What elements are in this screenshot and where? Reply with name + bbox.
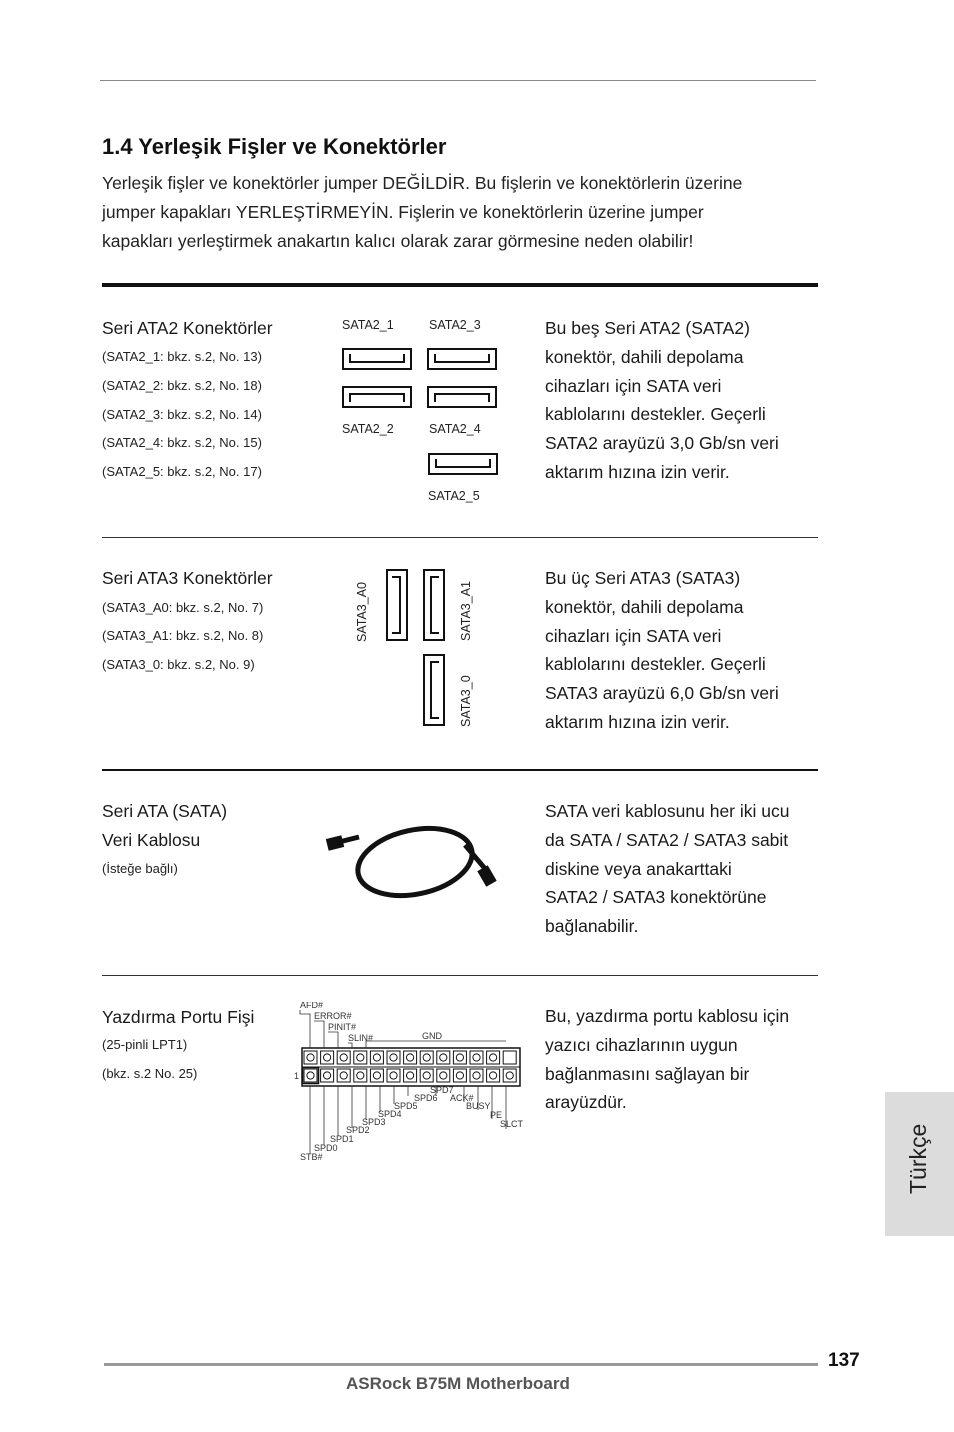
lpt-ref: (bkz. s.2 No. 25) (102, 1066, 198, 1081)
lpt-pin-label: SPD4 (378, 1109, 402, 1119)
intro-line: kapakları yerleştirmek anakartın kalıcı olarak zarar görmesine neden olabilir! (102, 231, 694, 251)
desc-line: SATA2 arayüzü 3,0 Gb/sn veri (545, 433, 779, 454)
lpt-pin-hole (307, 1054, 314, 1061)
desc-line: Bu beş Seri ATA2 (SATA2) (545, 318, 750, 338)
sata3-a0-label: SATA3_A0 (355, 582, 369, 642)
lpt-pin-hole (440, 1072, 447, 1079)
lpt-pin-hole (456, 1072, 463, 1079)
lpt-pin (370, 1069, 383, 1082)
lpt-pin-hole (307, 1072, 314, 1079)
section-title: 1.4 Yerleşik Fişler ve Konektörler (102, 134, 447, 159)
lpt-pin-hole (506, 1072, 513, 1079)
lpt-pin-hole (456, 1054, 463, 1061)
sata2-ref: (SATA2_4: bkz. s.2, No. 15) (102, 435, 262, 450)
sata2-3-label: SATA2_3 (429, 318, 481, 332)
lpt-pin (387, 1051, 400, 1064)
desc-line: arayüzdür. (545, 1092, 627, 1113)
lpt-pin-label: ACK# (450, 1093, 474, 1103)
cable-note: (İsteğe bağlı) (102, 861, 178, 876)
lpt-pin-label: BUSY (466, 1101, 491, 1111)
lpt-pin (503, 1051, 516, 1064)
section-divider (102, 283, 818, 287)
lpt-pin-hole (407, 1072, 414, 1079)
sata2-3-connector (427, 348, 497, 370)
lpt-pin-label: GND (422, 1031, 442, 1041)
lpt-pin-hole (357, 1054, 364, 1061)
footer-product: ASRock B75M Motherboard (346, 1374, 570, 1393)
desc-line: konektör, dahili depolama (545, 346, 744, 367)
sata2-ref: (SATA2_1: bkz. s.2, No. 13) (102, 349, 262, 364)
sata2-2-connector (342, 386, 412, 408)
sata2-ref: (SATA2_5: bkz. s.2, No. 17) (102, 464, 262, 479)
lpt-pin-label: SPD2 (346, 1125, 370, 1135)
desc-line: aktarım hızına izin verir. (545, 461, 730, 482)
desc-line: kablolarını destekler. Geçerli (545, 654, 766, 675)
lpt-pin-hole (423, 1054, 430, 1061)
sata3-description (545, 564, 820, 737)
lpt-pin-hole (490, 1054, 497, 1061)
cable-heading: Seri ATA (SATA) (102, 801, 228, 821)
sata-cable-illustration (325, 815, 505, 905)
lpt-pin-hole (324, 1054, 331, 1061)
lpt-pin-label: SLIN# (348, 1033, 374, 1043)
lpt-pin (503, 1069, 516, 1082)
lpt-pin-hole (473, 1054, 480, 1061)
desc-line: konektör, dahili depolama (545, 596, 744, 617)
sata2-1-label: SATA2_1 (342, 318, 394, 332)
sata2-4-connector (427, 386, 497, 408)
lpt-pin-hole (340, 1072, 347, 1079)
lpt-pin-hole (490, 1072, 497, 1079)
intro-line: jumper kapakları YERLEŞTİRMEYİN. Fişlerin ve konektörlerin üzerine jumper (102, 202, 704, 222)
sata3-ref: (SATA3_A1: bkz. s.2, No. 8) (102, 628, 264, 643)
lpt-pin (387, 1069, 400, 1082)
lpt-pin (304, 1051, 317, 1064)
sata2-description (545, 314, 820, 487)
lpt-pin (321, 1069, 334, 1082)
sata3-a1-connector (423, 569, 445, 641)
lpt-pin-hole (440, 1054, 447, 1061)
lpt-pin-label: STB# (300, 1152, 323, 1162)
lpt-pin-hole (390, 1072, 397, 1079)
section-divider (102, 975, 818, 976)
lpt-pin (337, 1069, 350, 1082)
desc-line: SATA2 / SATA3 konektörüne (545, 887, 767, 908)
sata3-a0-connector (386, 569, 408, 641)
lpt-pin-hole (473, 1072, 480, 1079)
lpt-pin (370, 1051, 383, 1064)
lpt-pin (420, 1069, 433, 1082)
page-number: 137 (828, 1350, 860, 1371)
sata2-2-label: SATA2_2 (342, 422, 394, 436)
sata2-heading: Seri ATA2 Konektörler (102, 318, 273, 338)
desc-line: SATA3 arayüzü 6,0 Gb/sn veri (545, 683, 779, 704)
header-rule (100, 80, 816, 81)
desc-line: bağlanmasını sağlayan bir (545, 1063, 750, 1084)
desc-line: kablolarını destekler. Geçerli (545, 404, 766, 425)
intro-paragraph (102, 169, 822, 256)
sata3-ref: (SATA3_0: bkz. s.2, No. 9) (102, 657, 255, 672)
sata2-ref: (SATA2_2: bkz. s.2, No. 18) (102, 378, 262, 393)
lpt-pin (437, 1051, 450, 1064)
lpt-pin (487, 1069, 500, 1082)
lpt-pin-hole (423, 1072, 430, 1079)
lpt-pin-label: SLCT (500, 1119, 524, 1129)
language-side-tab (885, 1092, 954, 1236)
sata3-0-connector (423, 654, 445, 726)
sata3-ref: (SATA3_A0: bkz. s.2, No. 7) (102, 600, 264, 615)
sata2-5-label: SATA2_5 (428, 489, 480, 503)
lpt-pin-label: SPD7 (430, 1085, 454, 1095)
sata3-0-label: SATA3_0 (459, 675, 473, 727)
lpt-pin-label: SPD5 (394, 1101, 418, 1111)
lpt-pin (437, 1069, 450, 1082)
lpt-pin-label: AFD# (300, 1002, 324, 1010)
desc-line: Bu, yazdırma portu kablosu için (545, 1006, 790, 1026)
lpt-pin-label: PINIT# (328, 1022, 357, 1032)
lpt-pin-hole (324, 1072, 331, 1079)
lpt-pin (487, 1051, 500, 1064)
desc-line: aktarım hızına izin verir. (545, 711, 730, 732)
footer-rule (104, 1363, 818, 1366)
lpt-pin-hole (390, 1054, 397, 1061)
section-divider (102, 537, 818, 538)
lpt-pin-label: ERROR# (314, 1011, 352, 1021)
lpt-pin1-marker (303, 1068, 319, 1084)
lpt-pin (470, 1051, 483, 1064)
sata2-ref: (SATA2_3: bkz. s.2, No. 14) (102, 407, 262, 422)
desc-line: cihazları için SATA veri (545, 625, 722, 646)
desc-line: Bu üç Seri ATA3 (SATA3) (545, 568, 741, 588)
lpt-description (545, 1002, 820, 1117)
sata2-1-connector (342, 348, 412, 370)
sata2-4-label: SATA2_4 (429, 422, 481, 436)
lpt-pin-label: SPD1 (330, 1134, 354, 1144)
sata3-a1-label: SATA3_A1 (459, 581, 473, 641)
lpt-pin (453, 1069, 466, 1082)
lpt-pin-hole (407, 1054, 414, 1061)
lpt-pin-label: SPD3 (362, 1117, 386, 1127)
desc-line: da SATA / SATA2 / SATA3 sabit (545, 829, 789, 850)
lpt-pin (420, 1051, 433, 1064)
sata3-heading: Seri ATA3 Konektörler (102, 568, 273, 588)
cable-description (545, 797, 820, 941)
lpt-pin-label: PE (490, 1110, 503, 1120)
lpt-pin (354, 1051, 367, 1064)
intro-line: Yerleşik fişler ve konektörler jumper DEĞİLDİR. Bu fişlerin ve konektörlerin üzerine (102, 173, 743, 193)
lpt-pin (404, 1069, 417, 1082)
sata2-5-connector (428, 453, 498, 475)
desc-line: bağlanabilir. (545, 916, 639, 937)
lpt-pin-hole (357, 1072, 364, 1079)
lpt-pin (453, 1051, 466, 1064)
lpt-pin (304, 1069, 317, 1082)
lpt-pin (470, 1069, 483, 1082)
section-divider (102, 769, 818, 771)
lpt-pin (404, 1051, 417, 1064)
desc-line: SATA veri kablosunu her iki ucu (545, 801, 790, 821)
lpt-pin-label: 1 (294, 1071, 300, 1081)
lpt-pin-hole (373, 1054, 380, 1061)
lpt-pin-label: SPD6 (414, 1093, 438, 1103)
lpt-pin-label: SPD0 (314, 1143, 338, 1153)
lpt-pin (354, 1069, 367, 1082)
lpt-pin-hole (340, 1054, 347, 1061)
desc-line: diskine veya anakarttaki (545, 858, 732, 879)
cable-subheading: Veri Kablosu (102, 830, 201, 850)
lpt-pin (337, 1051, 350, 1064)
lpt-heading: Yazdırma Portu Fişi (102, 1007, 255, 1027)
lpt-ref: (25-pinli LPT1) (102, 1037, 188, 1052)
language-tab-label: Türkçe (905, 1123, 931, 1194)
lpt-pin (321, 1051, 334, 1064)
lpt-pinout-diagram (294, 1002, 530, 1168)
desc-line: yazıcı cihazlarının uygun (545, 1034, 738, 1055)
desc-line: cihazları için SATA veri (545, 375, 722, 396)
lpt-pin-hole (373, 1072, 380, 1079)
